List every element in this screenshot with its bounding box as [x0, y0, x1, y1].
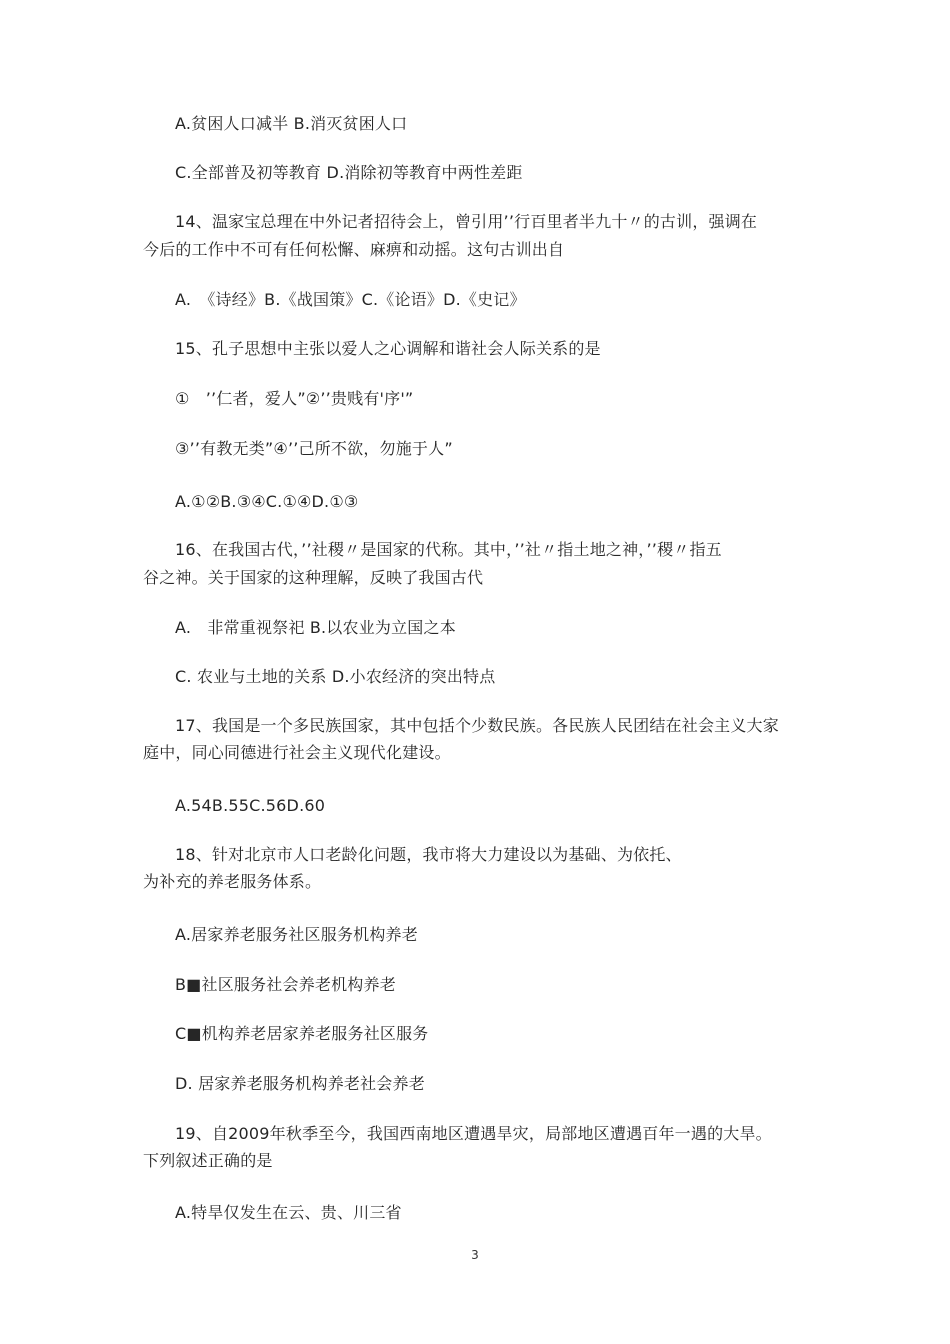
statement-line-15a: ① ’’仁者，爱人”②’’贵贱有'序'” [175, 389, 414, 408]
option-18a: A.居家养老服务社区服务机构养老 [175, 925, 418, 944]
option-line-14: A. 《诗经》B.《战国策》C.《论语》D.《史记》 [175, 290, 526, 309]
question-17-line-2: 庭中，同心同德进行社会主义现代化建设。 [143, 743, 451, 762]
option-line-16ab: A. 非常重视祭祀 B.以农业为立国之本 [175, 618, 456, 637]
option-line-16cd: C. 农业与土地的关系 D.小农经济的突出特点 [175, 667, 496, 686]
option-line-17: A.54B.55C.56D.60 [175, 796, 326, 815]
option-line-15: A.①②B.③④C.①④D.①③ [175, 492, 359, 511]
page-number: 3 [471, 1248, 479, 1262]
question-18-line-1: 18、针对北京市人口老龄化问题，我市将大力建设以为基础、为依托、 [175, 845, 682, 864]
question-14-line-1: 14、温家宝总理在中外记者招待会上，曾引用’’行百里者半九十〃的古训，强调在 [175, 212, 758, 231]
option-19a: A.特旱仅发生在云、贵、川三省 [175, 1203, 402, 1222]
option-18b: B■社区服务社会养老机构养老 [175, 975, 396, 994]
question-18-line-2: 为补充的养老服务体系。 [143, 872, 322, 891]
question-19-line-1: 19、自2009年秋季至今，我国西南地区遭遇旱灾，局部地区遭遇百年一遇的大旱。 [175, 1124, 772, 1143]
option-line-13ab: A.贫困人口减半 B.消灭贫困人口 [175, 114, 408, 133]
option-18d: D. 居家养老服务机构养老社会养老 [175, 1074, 425, 1093]
question-17-line-1: 17、我国是一个多民族国家，其中包括个少数民族。各民族人民团结在社会主义大家 [175, 716, 779, 735]
statement-line-15b: ③’’有教无类”④’’己所不欲，勿施于人” [175, 439, 453, 458]
question-15: 15、孔子思想中主张以爱人之心调解和谐社会人际关系的是 [175, 339, 601, 358]
question-16-line-2: 谷之神。关于国家的这种理解，反映了我国古代 [143, 568, 484, 587]
option-18c: C■机构养老居家养老服务社区服务 [175, 1024, 429, 1043]
question-14-line-2: 今后的工作中不可有任何松懈、麻痹和动摇。这句古训出自 [143, 240, 565, 259]
question-19-line-2: 下列叙述正确的是 [143, 1151, 273, 1170]
option-line-13cd: C.全部普及初等教育 D.消除初等教育中两性差距 [175, 163, 523, 182]
question-16-line-1: 16、在我国古代，’’社稷〃是国家的代称。其中，’’社〃指土地之神，’’稷〃指五 [175, 540, 722, 559]
